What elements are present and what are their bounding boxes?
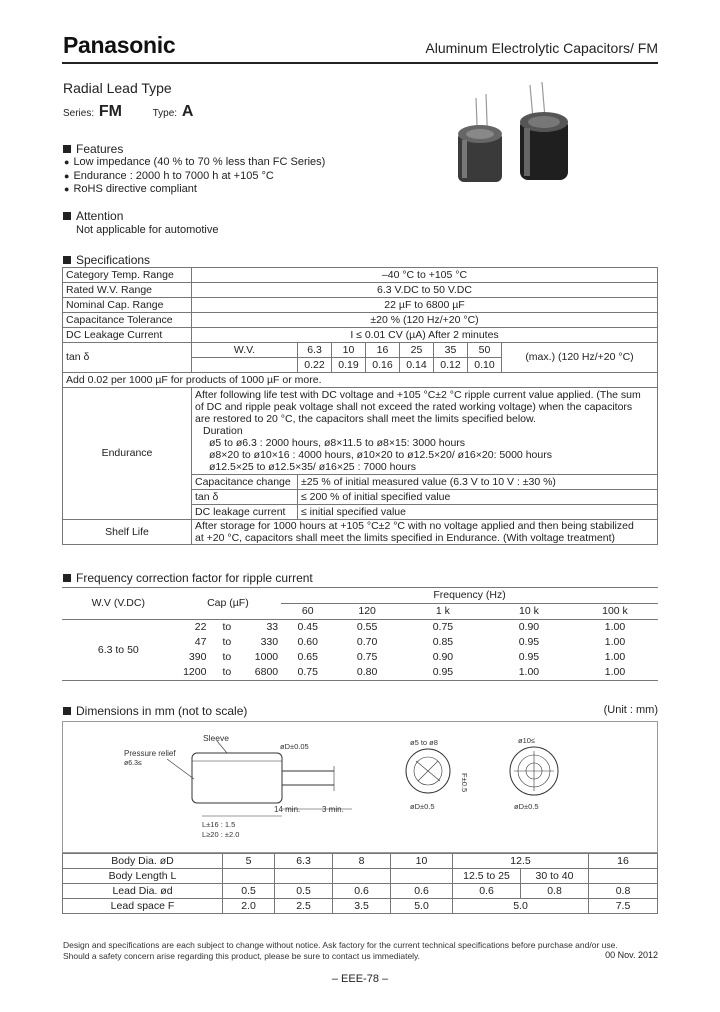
dimension-value: 0.6	[391, 884, 453, 899]
dimension-label: Lead Dia. ød	[63, 884, 223, 899]
spec-label: DC Leakage Current	[63, 328, 192, 343]
endurance-description	[192, 388, 658, 475]
endurance-sub-value: ±25 % of initial measured value (6.3 V to 10 V : ±30 %)	[298, 475, 658, 490]
sleeve-label: Sleeve	[203, 733, 229, 743]
dimension-value: 0.5	[223, 884, 275, 899]
factor-value: 0.90	[432, 651, 454, 663]
dimension-value: 5	[223, 854, 275, 869]
spec-row	[63, 268, 658, 283]
dimension-value: 0.8	[521, 884, 589, 899]
cap-from: 22	[194, 621, 207, 633]
lead-dia-label: øD±0.05	[280, 742, 309, 751]
dimension-value	[223, 869, 275, 884]
endurance-row	[63, 388, 658, 475]
spec-value: –40 °C to +105 °C	[192, 268, 658, 283]
frequency-header-row	[62, 588, 658, 604]
endurance-sub-label: DC leakage current	[192, 505, 298, 520]
spec-value: ±20 % (120 Hz/+20 °C)	[192, 313, 658, 328]
tan-voltage-row	[63, 343, 658, 358]
dimensions-heading	[63, 704, 247, 718]
dimension-row	[63, 854, 658, 869]
factor-value: 0.95	[518, 636, 540, 648]
tan-value: 0.14	[400, 358, 434, 373]
tan-value: 0.16	[366, 358, 400, 373]
series-type-line	[63, 103, 221, 121]
factor-value: 0.55	[356, 621, 378, 633]
factor-value: 1.00	[604, 666, 626, 678]
small-f-label: øD±0.5	[410, 802, 435, 811]
dimension-value: 10	[391, 854, 453, 869]
cap-from: 1200	[183, 666, 207, 678]
disclaimer-line: Should a safety concern arise regarding this product, please be sure to contact us immediately.	[63, 950, 421, 961]
endurance-text-line: are restored to 20 °C, the capacitors shall meet the limits specified below.	[195, 413, 536, 425]
endurance-sub-label: tan δ	[192, 490, 298, 505]
small-dia-label: ø5 to ø8	[410, 738, 438, 747]
dimension-drawing	[62, 721, 658, 853]
dimension-value	[333, 869, 391, 884]
wv-value: 6.3 to 50	[62, 620, 175, 681]
tan-voltage: 6.3	[298, 343, 332, 358]
length-tol-label: L≥20 : ±2.0	[202, 830, 240, 839]
specifications-table	[62, 267, 658, 545]
cap-to: 1000	[254, 651, 279, 663]
tan-value: 0.10	[468, 358, 502, 373]
dimension-value: 12.5 to 25	[453, 869, 521, 884]
cap-to-word: to	[222, 621, 232, 633]
tan-value: 0.19	[332, 358, 366, 373]
tan-value: 0.22	[298, 358, 332, 373]
cap-to-word: to	[222, 636, 232, 648]
dimension-value: 3.5	[333, 899, 391, 914]
disclaimer-line: Design and specifications are each subject to change without notice. Ask factory for the current technical specifications before purchase and/or use.	[63, 940, 618, 950]
freq-value-header: 10 k	[486, 604, 572, 620]
tan-voltage: 10	[332, 343, 366, 358]
tan-value: 0.12	[434, 358, 468, 373]
wv-header: W.V (V.DC)	[62, 588, 175, 620]
cap-to: 330	[260, 636, 279, 648]
tan-voltage: 16	[366, 343, 400, 358]
factor-value: 0.95	[432, 666, 454, 678]
endurance-text-line: of DC and ripple peak voltage shall not exceed the rated working voltage) when the capacitors	[195, 401, 633, 413]
endurance-sub-value: ≤ initial specified value	[298, 505, 658, 520]
specifications-heading	[63, 253, 150, 267]
duration-line: ø5 to ø6.3 : 2000 hours, ø8×11.5 to ø8×15: 3000 hours	[209, 437, 466, 449]
cap-to-word: to	[222, 666, 232, 678]
dimension-value: 8	[333, 854, 391, 869]
factor-value: 0.90	[518, 621, 540, 633]
factor-value: 1.00	[604, 636, 626, 648]
spec-label: Category Temp. Range	[63, 268, 192, 283]
frequency-table	[62, 588, 658, 681]
dimensions-table	[62, 853, 658, 914]
lead-3-label: 3 min.	[322, 805, 344, 814]
features-list	[64, 156, 325, 197]
duration-line: ø8×20 to ø10×16 : 4000 hours, ø10×20 to ø12.5×20/ ø16×20: 5000 hours	[209, 449, 552, 461]
dimension-value: 0.5	[275, 884, 333, 899]
factor-value: 0.75	[356, 651, 378, 663]
attention-text: Not applicable for automotive	[76, 224, 219, 236]
header-divider	[62, 62, 658, 64]
endurance-text-line: After following life test with DC voltage and +105 °C±2 °C ripple current value applied. (The sum	[195, 389, 641, 401]
dimension-value: 0.6	[453, 884, 521, 899]
spec-value: 22 µF to 6800 µF	[192, 298, 658, 313]
dimension-label: Body Length L	[63, 869, 223, 884]
tan-delta-label: tan δ	[63, 343, 192, 373]
factor-value: 0.80	[356, 666, 378, 678]
endurance-sub-value: ≤ 200 % of initial specified value	[298, 490, 658, 505]
shelf-life-label: Shelf Life	[63, 520, 192, 545]
spec-row	[63, 313, 658, 328]
features-heading	[63, 142, 123, 156]
issue-date: 00 Nov. 2012	[605, 950, 658, 960]
cap-from: 47	[194, 636, 207, 648]
product-subtitle: Radial Lead Type	[63, 80, 172, 96]
frequency-title: Frequency correction factor for ripple current	[76, 571, 313, 585]
dimension-value	[589, 869, 658, 884]
pressure-relief-label: Pressure relief	[124, 749, 176, 758]
spec-label: Nominal Cap. Range	[63, 298, 192, 313]
tan-value-blank	[192, 358, 298, 373]
freq-value-header: 100 k	[572, 604, 658, 620]
lead-min-label: 14 min.	[274, 805, 301, 814]
dimension-value	[391, 869, 453, 884]
feature-item: ● Low impedance (40 % to 70 % less than FC Series)	[64, 156, 325, 170]
factor-value: 1.00	[604, 651, 626, 663]
spec-value: 6.3 V.DC to 50 V.DC	[192, 283, 658, 298]
dimension-value: 30 to 40	[521, 869, 589, 884]
dimension-label: Lead space F	[63, 899, 223, 914]
endurance-label: Endurance	[63, 388, 192, 520]
tan-voltage: 35	[434, 343, 468, 358]
shelf-life-description	[192, 520, 658, 545]
frequency-row	[62, 620, 658, 636]
cap-to: 33	[266, 621, 279, 633]
tan-note: Add 0.02 per 1000 µF for products of 1000 µF or more.	[63, 373, 658, 388]
cap-header: Cap (µF)	[175, 588, 281, 620]
dimension-value: 5.0	[453, 899, 589, 914]
factor-value: 0.60	[297, 636, 318, 648]
dimensions-title: Dimensions in mm (not to scale)	[76, 704, 248, 718]
shelf-text-line: After storage for 1000 hours at +105 °C±2 °C with no voltage applied and then being stabilized	[195, 520, 634, 532]
freq-header: Frequency (Hz)	[281, 588, 658, 604]
length-tol-label: L±16 : 1.5	[202, 820, 236, 829]
spec-label: Capacitance Tolerance	[63, 313, 192, 328]
series-value: FM	[98, 103, 123, 120]
endurance-sub-label: Capacitance change	[192, 475, 298, 490]
cap-to: 6800	[254, 666, 279, 678]
series-label: Series:	[63, 108, 95, 119]
duration-label: Duration	[203, 425, 243, 437]
factor-value: 1.00	[604, 621, 626, 633]
type-label: Type:	[152, 108, 178, 119]
factor-value: 0.70	[356, 636, 378, 648]
features-title: Features	[76, 142, 124, 156]
tan-note-row	[63, 373, 658, 388]
tan-condition: (max.) (120 Hz/+20 °C)	[502, 343, 658, 373]
factor-value: 1.00	[518, 666, 540, 678]
factor-value: 0.75	[432, 621, 454, 633]
shelf-text-line: at +20 °C, capacitors shall meet the limits specified in Endurance. (With voltage treatment)	[195, 532, 616, 544]
page-number: – EEE-78 –	[331, 973, 389, 985]
freq-value-header: 1 k	[400, 604, 486, 620]
brand-logo: Panasonic	[63, 32, 176, 58]
cap-to-word: to	[222, 651, 232, 663]
attention-title: Attention	[76, 209, 124, 223]
cap-from: 390	[188, 651, 207, 663]
f-label: F±0.5	[460, 773, 469, 793]
spec-value: I ≤ 0.01 CV (µA) After 2 minutes	[192, 328, 658, 343]
dimension-value: 16	[589, 854, 658, 869]
factor-value: 0.75	[297, 666, 318, 678]
spec-row	[63, 283, 658, 298]
document-title: Aluminum Electrolytic Capacitors/ FM	[425, 40, 658, 56]
dimension-value: 2.0	[223, 899, 275, 914]
large-dia-label: ø10≤	[518, 736, 536, 745]
dimension-label: Body Dia. øD	[63, 854, 223, 869]
large-f-label: øD±0.5	[514, 802, 539, 811]
shelf-life-row	[63, 520, 658, 545]
frequency-heading	[63, 571, 313, 585]
dimension-value: 0.8	[589, 884, 658, 899]
dimension-value: 6.3	[275, 854, 333, 869]
dimension-value: 12.5	[453, 854, 589, 869]
feature-item: ● RoHS directive compliant	[64, 183, 325, 197]
specifications-title: Specifications	[76, 253, 151, 267]
feature-item: ● Endurance : 2000 h to 7000 h at +105 °C	[64, 170, 325, 184]
spec-label: Rated W.V. Range	[63, 283, 192, 298]
dimension-row	[63, 884, 658, 899]
tan-voltage: 50	[468, 343, 502, 358]
freq-value-header: 60	[281, 604, 334, 620]
factor-value: 0.85	[432, 636, 454, 648]
factor-value: 0.65	[297, 651, 318, 663]
disclaimer-notes	[63, 940, 618, 961]
type-value: A	[181, 103, 194, 120]
pressure-relief-size: ø6.3≤	[124, 760, 142, 767]
duration-line: ø12.5×25 to ø12.5×35/ ø16×25 : 7000 hours	[209, 461, 416, 473]
dimension-value: 0.6	[333, 884, 391, 899]
dimension-value: 5.0	[391, 899, 453, 914]
dimension-row	[63, 899, 658, 914]
dimension-value: 7.5	[589, 899, 658, 914]
factor-value: 0.45	[297, 621, 318, 633]
spec-row	[63, 328, 658, 343]
tan-wv-label: W.V.	[192, 343, 298, 358]
dimension-value	[275, 869, 333, 884]
dimension-row	[63, 869, 658, 884]
dimension-value: 2.5	[275, 899, 333, 914]
freq-value-header: 120	[334, 604, 400, 620]
tan-voltage: 25	[400, 343, 434, 358]
factor-value: 0.95	[518, 651, 540, 663]
attention-heading	[63, 209, 123, 223]
capacitor-photo	[452, 80, 592, 190]
unit-label: (Unit : mm)	[603, 704, 658, 716]
spec-row	[63, 298, 658, 313]
